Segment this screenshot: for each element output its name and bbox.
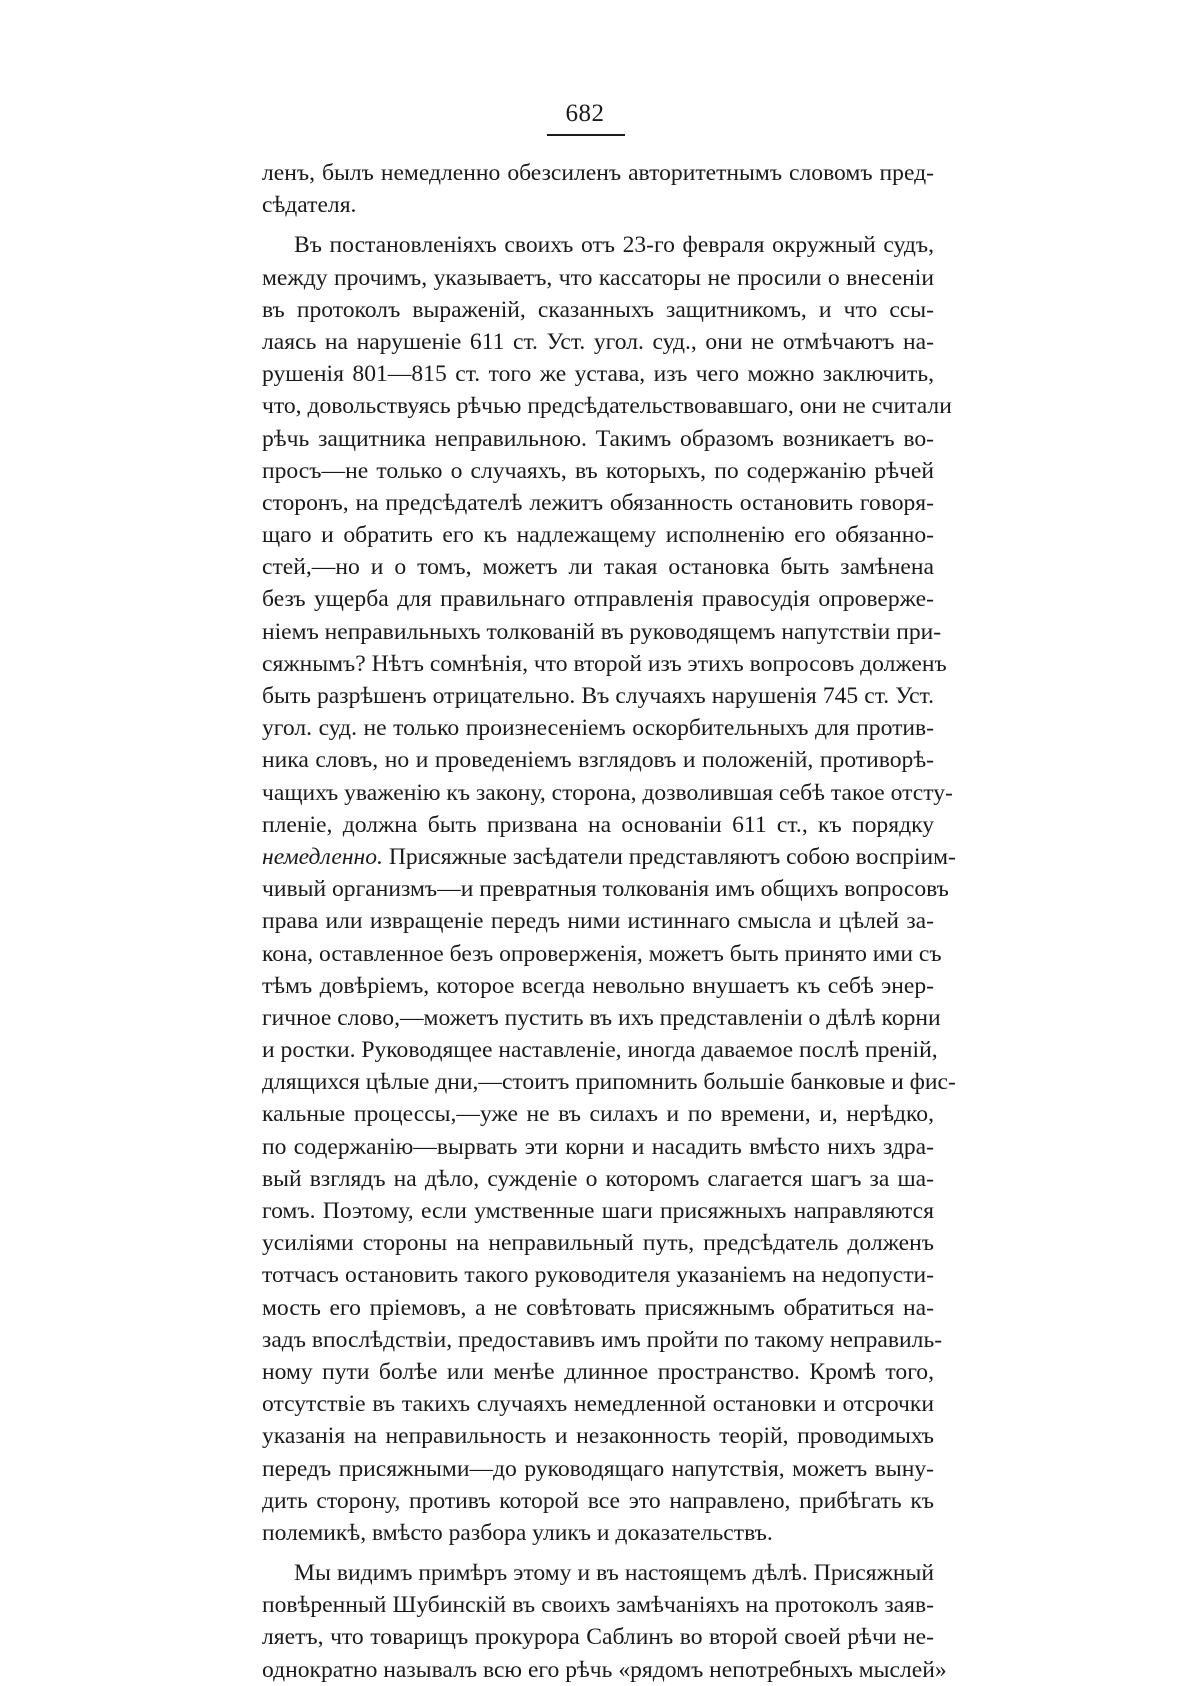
text-line: кона, оставленное безъ опроверженія, можетъ быть принято ими съ bbox=[262, 940, 942, 967]
text-line: угол. суд. не только произнесеніемъ оскорбительныхъ для против- bbox=[262, 715, 934, 742]
text-line: повѣренный Шубинскій въ своихъ замѣчаніяхъ на протоколъ заяв- bbox=[262, 1592, 934, 1619]
text-line: длящихся цѣлые дни,—стоитъ припомнить большіе банковые и фис- bbox=[262, 1069, 956, 1096]
text-line: стей,—но и о томъ, можетъ ли такая остановка быть замѣнена bbox=[262, 554, 934, 581]
body-text bbox=[262, 157, 956, 1686]
text-line: между прочимъ, указываетъ, что кассаторы не просили о внесеніи bbox=[262, 264, 934, 291]
text-line: щаго и обратить его къ надлежащему исполненію его обязанно- bbox=[262, 522, 934, 549]
text-line: указанія на неправильность и незаконность теорій, проводимыхъ bbox=[262, 1423, 934, 1450]
text-line: рушенія 801—815 ст. того же устава, изъ чего можно заключить, bbox=[262, 361, 934, 388]
text-line: мость его пріемовъ, а не совѣтовать присяжнымъ обратиться на- bbox=[262, 1294, 934, 1321]
text-line: ляетъ, что товарищъ прокурора Саблинъ во второй своей рѣчи не- bbox=[262, 1624, 934, 1651]
text-line: отсутствіе въ такихъ случаяхъ немедленной остановки и отсрочки bbox=[262, 1391, 934, 1418]
paragraph-gap bbox=[262, 221, 934, 229]
paragraph bbox=[262, 229, 956, 1549]
page-number: 682 bbox=[565, 100, 605, 127]
text-line: чащихъ уваженію къ закону, сторона, дозволившая себѣ такое отсту- bbox=[262, 779, 953, 806]
text-line: быть разрѣшенъ отрицательно. Въ случаяхъ нарушенія 745 ст. Уст. bbox=[262, 683, 934, 709]
paragraph bbox=[262, 1557, 947, 1686]
text-line: безъ ущерба для правильнаго отправленія правосудія опроверже- bbox=[262, 586, 934, 613]
text-line: и ростки. Руководящее наставленіе, иногда даваемое послѣ преній, bbox=[262, 1037, 938, 1064]
text-line: лаясь на нарушеніе 611 ст. Уст. угол. суд., они не отмѣчаютъ на- bbox=[262, 328, 934, 355]
text-line: Въ постановленіяхъ своихъ отъ 23-го февраля окружный судъ, bbox=[294, 232, 934, 259]
text-line: гичное слово,—можетъ пустить въ ихъ представленіи о дѣлѣ корни bbox=[262, 1004, 941, 1031]
text-line: по содержанію—вырвать эти корни и насадить вмѣсто нихъ здра- bbox=[262, 1133, 934, 1160]
text-line: ника словъ, но и проведеніемъ взглядовъ и положеній, противорѣ- bbox=[262, 747, 934, 774]
text-line: рѣчь защитника неправильною. Такимъ образомъ возникаетъ во- bbox=[262, 425, 934, 452]
page-number-rule bbox=[547, 134, 625, 136]
paragraph bbox=[262, 157, 934, 221]
text-line: ному пути болѣе или менѣе длинное пространство. Кромѣ того, bbox=[262, 1358, 934, 1385]
text-line: дить сторону, противъ которой все это направлено, прибѣгать къ bbox=[262, 1487, 934, 1514]
emphasis-text: немедленно. bbox=[262, 843, 383, 870]
text-line: тотчасъ остановить такого руководителя указаніемъ на недопусти- bbox=[262, 1262, 934, 1289]
text-line: сторонъ, на предсѣдателѣ лежитъ обязанность остановить говоря- bbox=[262, 489, 934, 516]
text-line: ленъ, былъ немедленно обезсиленъ авторитетнымъ словомъ пред- bbox=[262, 160, 934, 186]
text-line: Мы видимъ примѣръ этому и въ настоящемъ дѣлѣ. Присяжный bbox=[294, 1560, 934, 1587]
text-line: передъ присяжными—до руководящаго напутствія, можетъ выну- bbox=[262, 1455, 934, 1482]
text-line: немедленно. Присяжные засѣдатели представляютъ собою воспріим- bbox=[262, 843, 956, 870]
text-line: что, довольствуясь рѣчью предсѣдательствовавшаго, они не считали bbox=[262, 393, 952, 420]
text-line: задъ впослѣдствіи, предоставивъ имъ пройти по такому неправиль- bbox=[262, 1326, 943, 1353]
text-line: сѣдателя. bbox=[262, 192, 357, 219]
text-line: полемикѣ, вмѣсто разбора уликъ и доказательствъ. bbox=[262, 1519, 773, 1546]
text-line: кальные процессы,—уже не въ силахъ и по времени, и, нерѣдко, bbox=[262, 1101, 934, 1128]
text-line: однократно называлъ всю его рѣчь «рядомъ непотребныхъ мыслей» bbox=[262, 1656, 947, 1683]
text-line: права или извращеніе передъ ними истиннаго смысла и цѣлей за- bbox=[262, 908, 934, 935]
text-line: чивый организмъ—и превратныя толкованія имъ общихъ вопросовъ bbox=[262, 876, 949, 903]
text-line: просъ—не только о случаяхъ, въ которыхъ, по содержанію рѣчей bbox=[262, 457, 934, 484]
paragraph-gap bbox=[262, 1549, 934, 1557]
text-line: вый взглядъ на дѣло, сужденіе о которомъ слагается шагъ за ша- bbox=[262, 1165, 934, 1192]
text-line: пленіе, должна быть призвана на основаніи 611 ст., къ порядку bbox=[262, 811, 934, 838]
text-line: гомъ. Поэтому, если умственные шаги присяжныхъ направляются bbox=[262, 1198, 934, 1224]
text-line: тѣмъ довѣріемъ, которое всегда невольно внушаетъ къ себѣ энер- bbox=[262, 972, 934, 999]
text-line: сяжнымъ? Нѣтъ сомнѣнія, что второй изъ этихъ вопросовъ долженъ bbox=[262, 650, 947, 677]
text-line: ніемъ неправильныхъ толкованій въ руководящемъ напутствіи при- bbox=[262, 618, 942, 645]
text-line: въ протоколъ выраженій, сказанныхъ защитникомъ, и что ссы- bbox=[262, 296, 934, 323]
text-line: усиліями стороны на неправильный путь, предсѣдатель долженъ bbox=[262, 1230, 934, 1257]
